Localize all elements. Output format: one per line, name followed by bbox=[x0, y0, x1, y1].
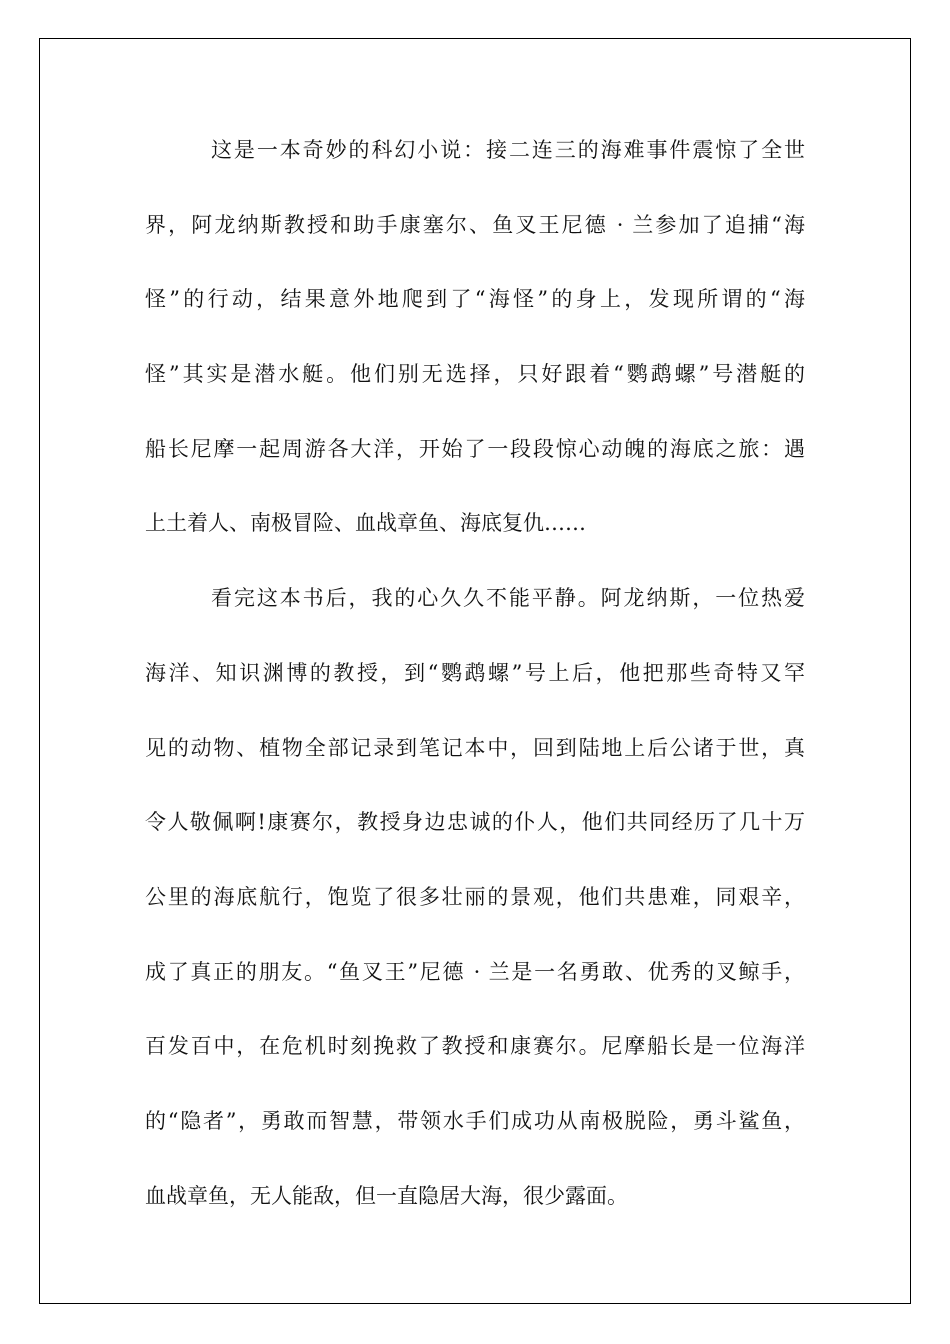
paragraph-line: 见的动物、植物全部记录到笔记本中，回到陆地上后公诸于世，真 bbox=[145, 735, 805, 760]
paragraph-line: 令人敬佩啊!康赛尔，教授身边忠诚的仆人，他们共同经历了几十万 bbox=[145, 810, 805, 835]
paragraph-line: 血战章鱼，无人能敌，但一直隐居大海，很少露面。 bbox=[145, 1183, 628, 1208]
document-body bbox=[145, 128, 805, 1248]
paragraph-line: 怪”其实是潜水艇。他们别无选择，只好跟着“鹦鹉螺”号潜艇的 bbox=[145, 362, 805, 387]
paragraph-line: 看完这本书后，我的心久久不能平静。阿龙纳斯，一位热爱 bbox=[211, 586, 805, 611]
paragraph-line: 的“隐者”，勇敢而智慧，带领水手们成功从南极脱险，勇斗鲨鱼， bbox=[145, 1108, 805, 1133]
paragraph-line: 成了真正的朋友。“鱼叉王”尼德 · 兰是一名勇敢、优秀的叉鲸手， bbox=[145, 959, 805, 984]
paragraph-line: 这是一本奇妙的科幻小说：接二连三的海难事件震惊了全世 bbox=[211, 138, 805, 162]
paragraph-line: 船长尼摩一起周游各大洋，开始了一段段惊心动魄的海底之旅：遇 bbox=[145, 436, 805, 461]
paragraph-line: 海洋、知识渊博的教授，到“鹦鹉螺”号上后，他把那些奇特又罕 bbox=[145, 660, 805, 685]
paragraph-2 bbox=[145, 576, 805, 1248]
paragraph-line: 百发百中，在危机时刻挽救了教授和康赛尔。尼摩船长是一位海洋 bbox=[145, 1034, 805, 1059]
paragraph-1 bbox=[145, 128, 805, 576]
paragraph-line: 怪”的行动，结果意外地爬到了“海怪”的身上，发现所谓的“海 bbox=[145, 287, 805, 312]
paragraph-line: 上土着人、南极冒险、血战章鱼、海底复仇…… bbox=[145, 511, 586, 536]
paragraph-line: 界，阿龙纳斯教授和助手康塞尔、鱼叉王尼德 · 兰参加了追捕“海 bbox=[145, 212, 805, 237]
paragraph-line: 公里的海底航行，饱览了很多壮丽的景观，他们共患难，同艰辛， bbox=[145, 884, 805, 909]
